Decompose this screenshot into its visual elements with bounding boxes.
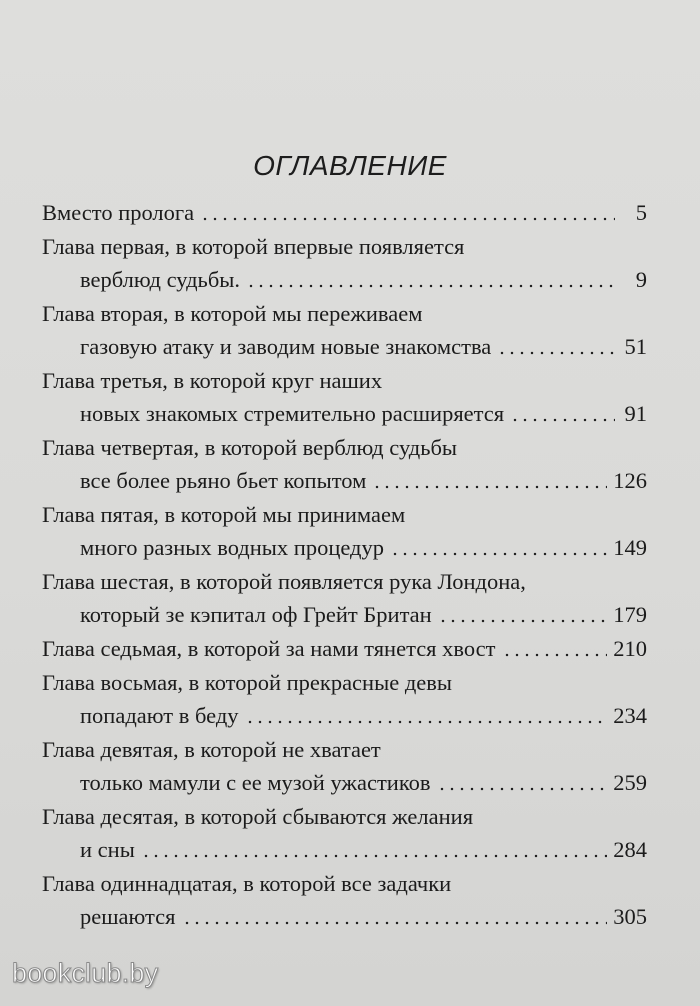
toc-entry[interactable] (42, 297, 647, 363)
toc-entry-title: Глава одиннадцатая, в которой все задачки (42, 871, 452, 896)
dot-leader (372, 471, 607, 489)
toc-entry-title-continued: решаются (80, 904, 176, 929)
toc-page-number: 210 (613, 636, 647, 661)
dot-leader (182, 907, 608, 925)
dot-leader (390, 538, 607, 556)
dot-leader (245, 706, 608, 724)
toc-entry-title: Глава первая, в которой впервые появляется (42, 234, 465, 259)
toc-entry[interactable] (42, 431, 647, 497)
toc-page-number: 5 (635, 200, 647, 225)
toc-page-number: 259 (613, 770, 647, 795)
toc-page-number: 234 (613, 703, 647, 728)
toc-page-number: 149 (613, 535, 647, 560)
toc-page-number: 284 (613, 837, 647, 862)
toc-entry-title: Глава восьмая, в которой прекрасные девы (42, 670, 452, 695)
toc-entry-title-continued: верблюд судьбы. (80, 267, 241, 292)
toc-entry-title: Глава девятая, в которой не хватает (42, 737, 381, 762)
toc-entry-title-continued: и сны (80, 837, 135, 862)
toc-title: ОГЛАВЛЕНИЕ (253, 150, 447, 181)
dot-leader (502, 639, 608, 657)
toc-entry-title: Глава седьмая, в которой за нами тянется хвост (42, 636, 496, 661)
toc-entry[interactable] (42, 800, 647, 866)
toc-page-number: 179 (613, 602, 647, 627)
toc-entry-title-continued: новых знакомых стремительно расширяется (80, 401, 505, 426)
toc-entry-title: Вместо пролога (42, 200, 195, 225)
dot-leader (141, 840, 607, 858)
toc-entry-title: Глава пятая, в которой мы принимаем (42, 502, 406, 527)
toc-page-number: 126 (613, 468, 647, 493)
dot-leader (510, 404, 615, 422)
toc-entry[interactable] (42, 565, 647, 631)
dot-leader (246, 270, 615, 288)
toc-entry[interactable] (42, 230, 647, 296)
toc-entry[interactable] (42, 733, 647, 799)
toc-entry[interactable] (42, 364, 647, 430)
toc-entry[interactable] (42, 666, 647, 732)
toc-page-number: 305 (613, 904, 647, 929)
toc-entry[interactable] (42, 867, 647, 933)
toc-entry-title-continued: который зе кэпитал оф Грейт Британ (80, 602, 432, 627)
toc-page-number: 9 (635, 267, 647, 292)
toc-entry[interactable] (42, 498, 647, 564)
toc-entry-title: Глава шестая, в которой появляется рука Лондона, (42, 569, 526, 594)
toc-entry[interactable] (42, 632, 647, 665)
toc-entry-title-continued: только мамули с ее музой ужастиков (80, 770, 431, 795)
dot-leader (438, 605, 608, 623)
toc-entry-title-continued: все более рьяно бьет копытом (80, 468, 367, 493)
dot-leader (437, 773, 608, 791)
toc-page-number: 51 (624, 334, 647, 359)
dot-leader (200, 203, 615, 221)
toc-entry-title-continued: много разных водных процедур (80, 535, 385, 560)
watermark: bookclub.by (12, 958, 159, 988)
toc-entry-title: Глава десятая, в которой сбываются желания (42, 804, 474, 829)
toc-entry-title: Глава четвертая, в которой верблюд судьбы (42, 435, 458, 460)
table-of-contents (42, 196, 647, 934)
toc-page-number: 91 (624, 401, 647, 426)
toc-entry-title: Глава вторая, в которой мы переживаем (42, 301, 423, 326)
dot-leader (497, 337, 615, 355)
toc-entry-title-continued: газовую атаку и заводим новые знакомства (80, 334, 492, 359)
toc-entry[interactable] (42, 196, 647, 229)
toc-entry-title-continued: попадают в беду (80, 703, 239, 728)
toc-entry-title: Глава третья, в которой круг наших (42, 368, 383, 393)
